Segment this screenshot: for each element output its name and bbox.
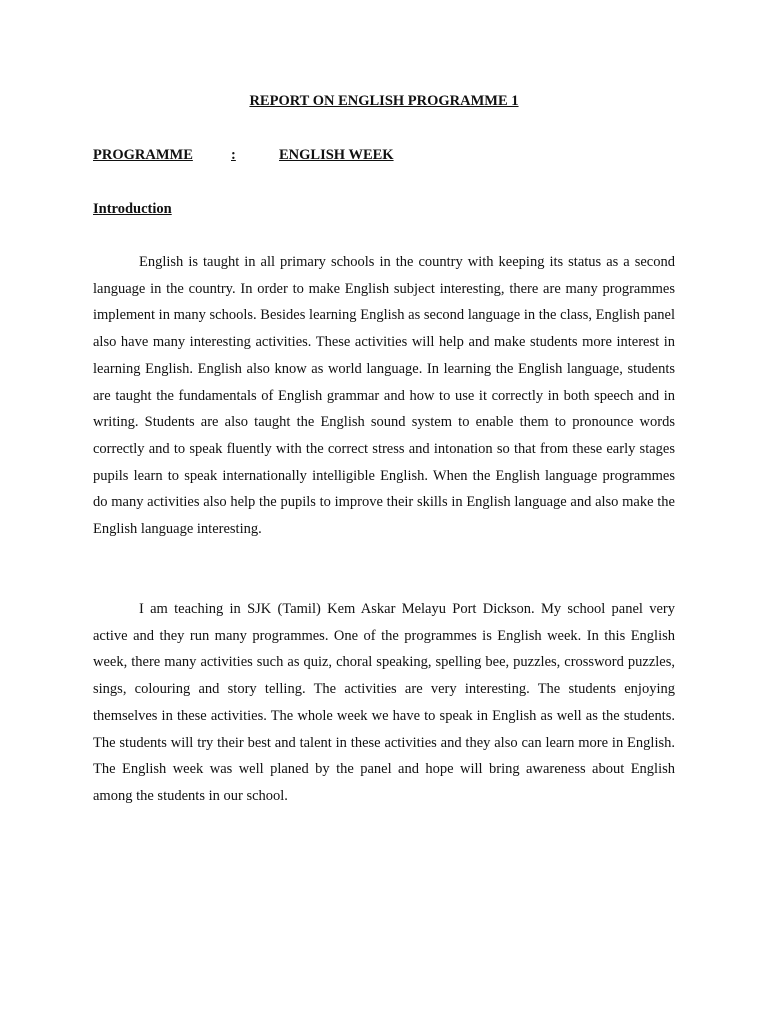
introduction-paragraph-1: English is taught in all primary schools in the country with keeping its status as a second language in the country. In order to make English subject interesting, there are many programmes implement in many schools. Besides learning English as second language in the class, English panel also have many interesting activities. These activities will help and make students more interest in learning English. English also know as world language. In learning the English language, students are taught the fundamentals of English grammar and how to use it correctly in both speech and in writing. Students are also taught the English sound system to enable them to pronounce words correctly and to speak fluently with the correct stress and intonation so that from these early stages pupils learn to speak internationally intelligible English. When the English language programmes do many activities also help the pupils to improve their skills in English language and also make the English language interesting. [93,254,675,538]
programme-row [93,147,394,164]
programme-separator: : [231,147,236,163]
programme-value: ENGLISH WEEK [279,147,394,163]
document-title: REPORT ON ENGLISH PROGRAMME 1 [249,93,519,109]
introduction-paragraph-2: I am teaching in SJK (Tamil) Kem Askar Melayu Port Dickson. My school panel very active and they run many programmes. One of the programmes is English week. In this English week, there many activities such as quiz, choral speaking, spelling bee, puzzles, crossword puzzles, sings, colouring and story telling. The activities are very interesting. The students enjoying themselves in these activities. The whole week we have to speak in English as well as the students. The students will try their best and talent in these activities and they also can learn more in English. The English week was well planed by the panel and hope will bring awareness about English among the students in our school. [93,601,675,804]
programme-label: PROGRAMME [93,147,193,163]
introduction-heading: Introduction [93,201,172,217]
